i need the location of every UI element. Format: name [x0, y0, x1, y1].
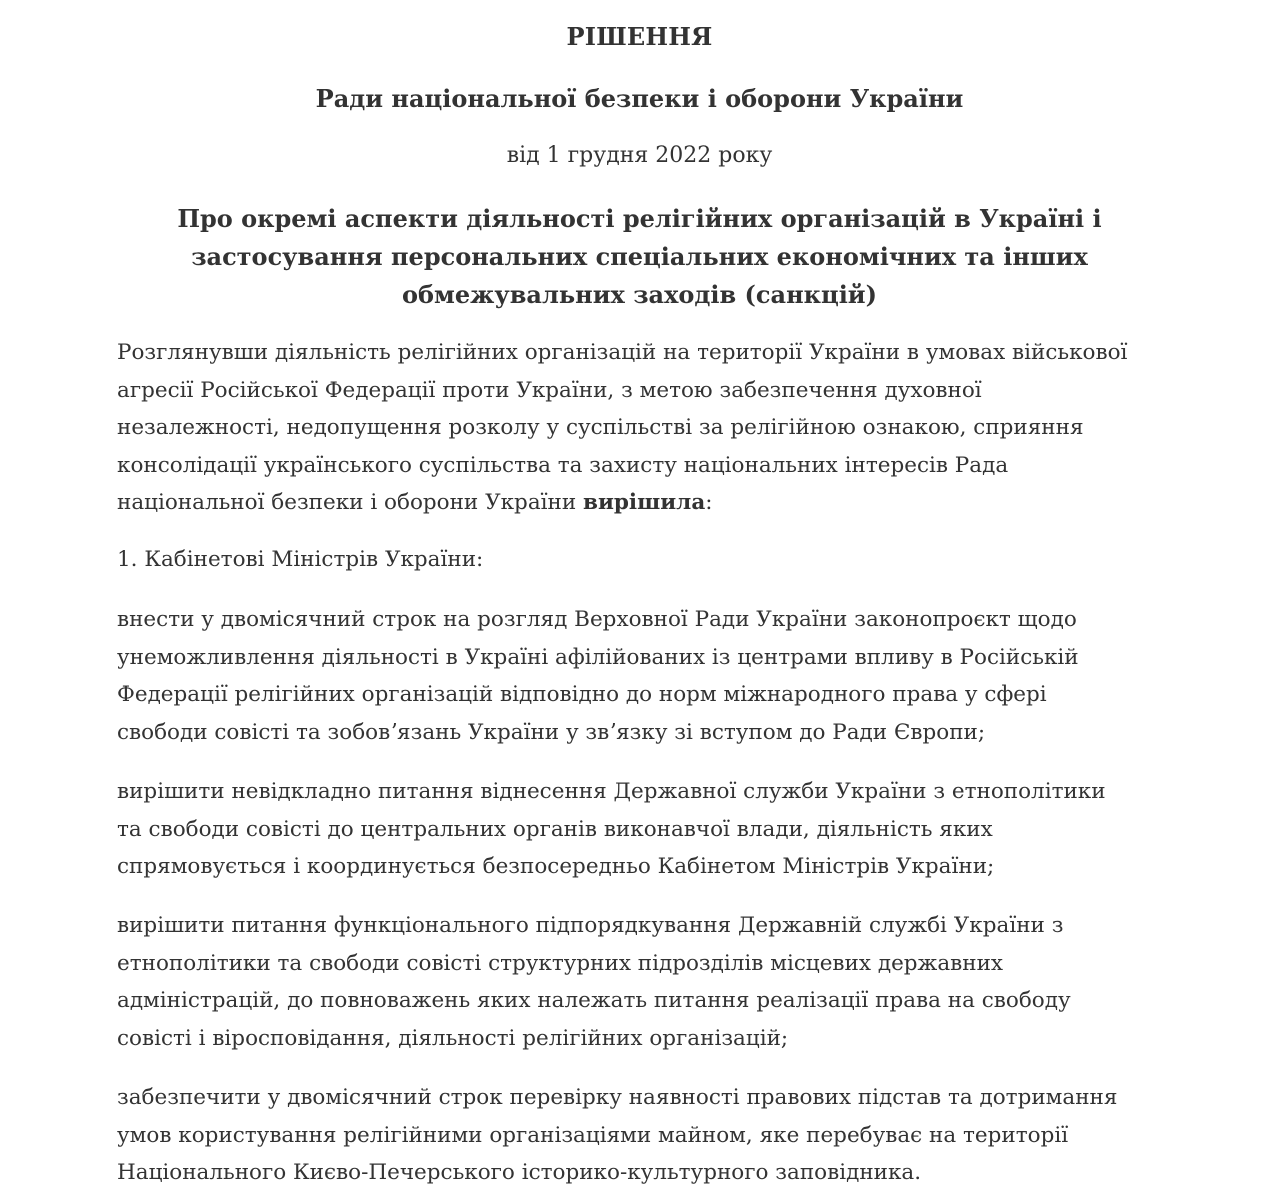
heading-line: застосування персональних спеціальних економічних та інших	[191, 242, 1088, 271]
paragraph	[117, 1079, 1257, 1192]
intro-last-line-suffix: :	[705, 490, 713, 515]
paragraph-line: совісті і віросповідання, діяльності релігійних організацій;	[117, 1025, 789, 1051]
intro-paragraph	[117, 334, 1257, 522]
paragraph-line: агресії Російської Федерації проти України, з метою забезпечення духовної	[117, 377, 982, 403]
document-heading	[0, 200, 1279, 314]
paragraph-line: Федерації релігійних організацій відповідно до норм міжнародного права у сфері	[117, 682, 1047, 707]
paragraph-line: 1. Кабінетові Міністрів України:	[117, 547, 484, 572]
paragraph	[117, 601, 1257, 751]
paragraph-line: внести у двомісячний строк на розгляд Верховної Ради України законопроєкт щодо	[117, 607, 1077, 632]
paragraph-line: етнополітики та свободи совісті структурних підрозділів місцевих державних	[117, 950, 1004, 976]
document-title: РІШЕННЯ	[566, 22, 713, 51]
decision-keyword: вирішила	[583, 490, 706, 515]
paragraph-line: консолідації українського суспільства та захисту національних інтересів Рада	[117, 452, 1009, 478]
paragraph-line: адміністрацій, до повноважень яких належать питання реалізації права на свободу	[117, 988, 1071, 1013]
document-date: від 1 грудня 2022 року	[506, 143, 773, 168]
paragraph-line: Розглянувши діяльність релігійних організацій на території України в умовах військової	[117, 340, 1128, 365]
paragraph	[117, 907, 1257, 1057]
paragraph-line: та свободи совісті до центральних органів виконавчої влади, діяльність яких	[117, 816, 993, 842]
paragraph-line: вирішити невідкладно питання віднесення Державної служби України з етнополітики	[117, 779, 1106, 804]
paragraph-line: забезпечити у двомісячний строк перевірку наявності правових підстав та дотримання	[117, 1085, 1118, 1110]
paragraph-line: вирішити питання функціонального підпорядкування Державній службі України з	[117, 913, 1064, 938]
item-1-heading	[117, 541, 1257, 579]
paragraph-line	[117, 484, 1257, 522]
paragraph-line: спрямовується і координується безпосередньо Кабінетом Міністрів України;	[117, 854, 995, 879]
document-subtitle: Ради національної безпеки і оборони України	[315, 84, 964, 113]
paragraph	[117, 773, 1257, 886]
heading-line: Про окремі аспекти діяльності релігійних організацій в Україні і	[177, 204, 1102, 233]
paragraph-line: Національного Києво-Печерського історико-культурного заповідника.	[117, 1160, 922, 1185]
paragraph-line: свободи совісті та зобовʼязань України у звʼязку зі вступом до Ради Європи;	[117, 719, 986, 745]
paragraph-line: умов користування релігійними організаціями майном, яке перебуває на території	[117, 1122, 1069, 1148]
paragraph-line: унеможливлення діяльності в Україні афілійованих із центрами впливу в Російській	[117, 644, 1079, 670]
heading-line: обмежувальних заходів (санкцій)	[402, 280, 877, 309]
intro-last-line-text: національної безпеки і оборони України	[117, 490, 584, 515]
paragraph-line: незалежності, недопущення розколу у суспільстві за релігійною ознакою, сприяння	[117, 415, 1084, 440]
